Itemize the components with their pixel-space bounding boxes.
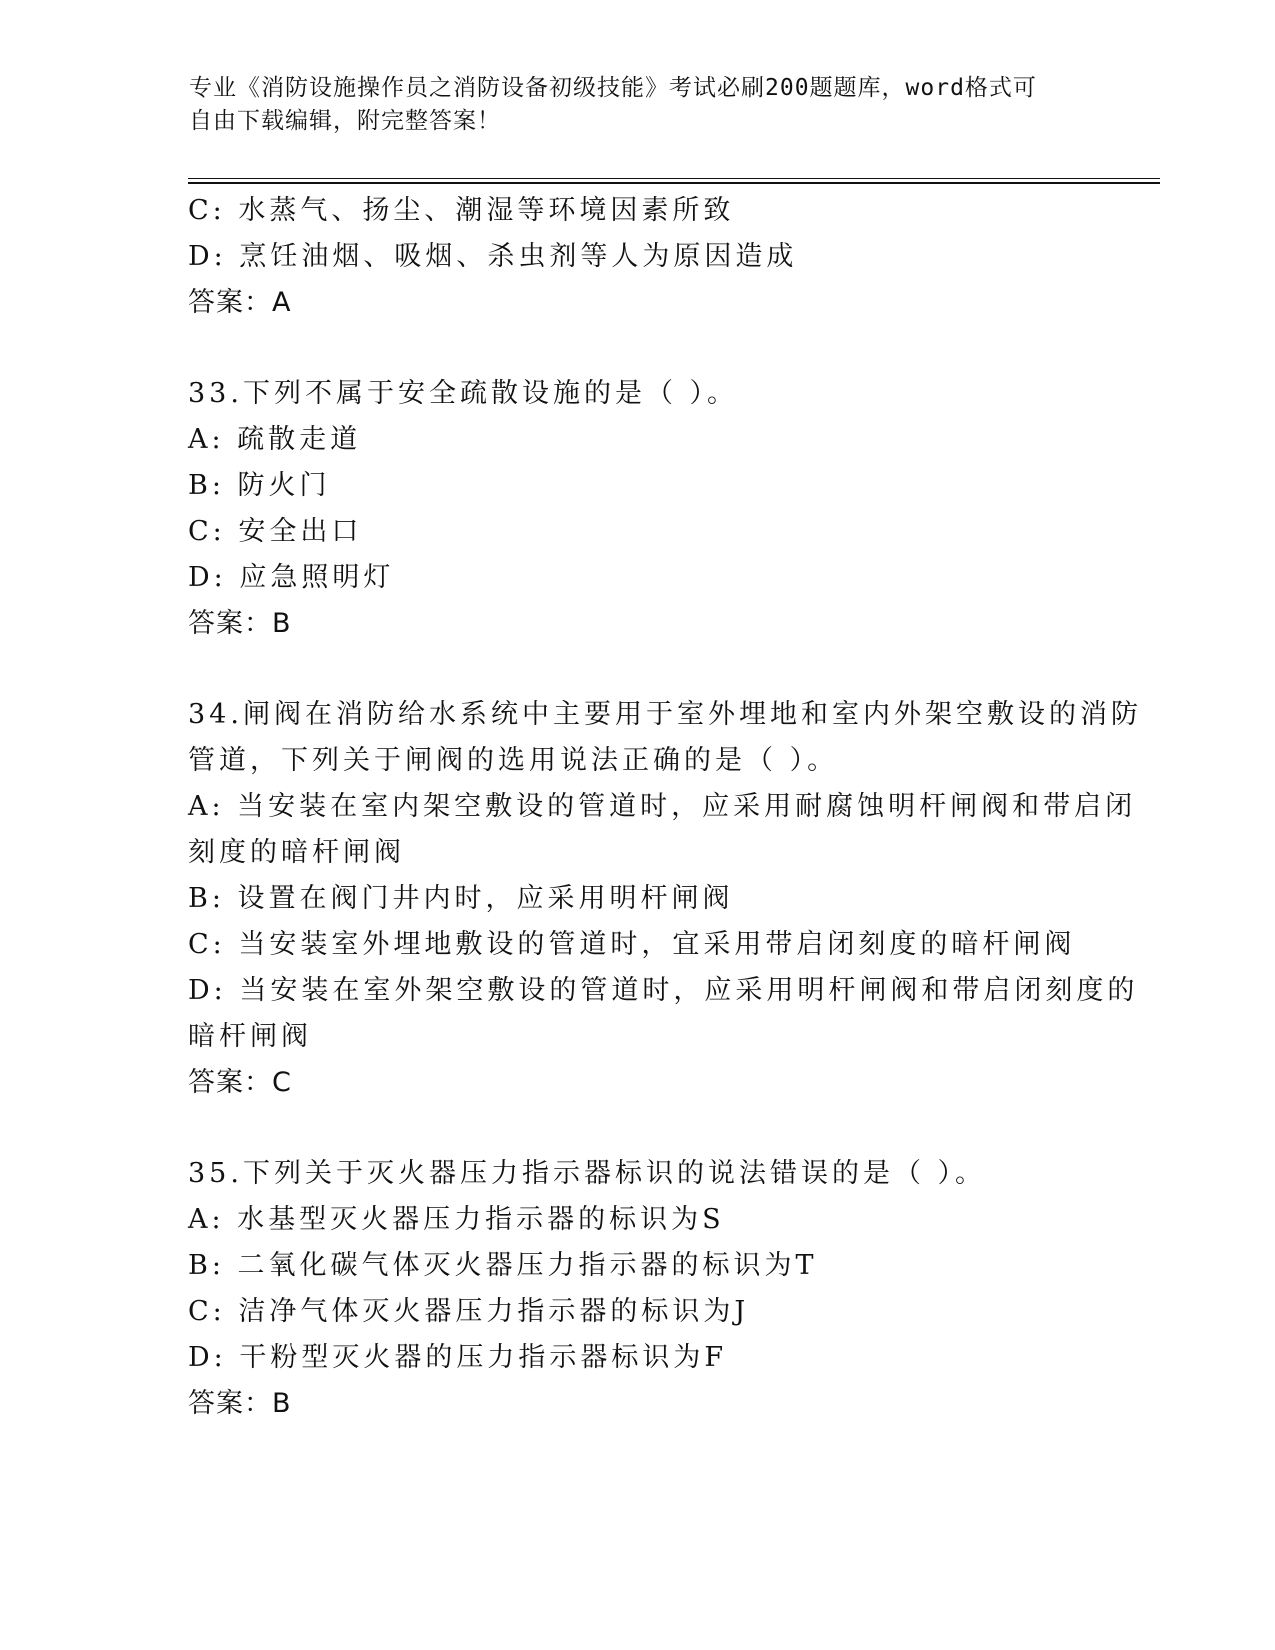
- question-stem-line-2: 管道，下列关于闸阀的选用说法正确的是（ ）。: [188, 745, 839, 776]
- question-35: [188, 1151, 1088, 1427]
- option-a: A: 疏散走道: [188, 424, 362, 455]
- option-d-line-1: D: 当安装在室外架空敷设的管道时，应采用明杆闸阀和带启闭刻度的: [188, 975, 1139, 1006]
- question-stem: 33.下列不属于安全疏散设施的是（ ）。: [188, 378, 739, 409]
- document-header: [189, 72, 1079, 138]
- option-c: C: 当安装室外埋地敷设的管道时，宜采用带启闭刻度的暗杆闸阀: [188, 929, 1076, 960]
- option-b: B: 二氧化碳气体灭火器压力指示器的标识为T: [188, 1250, 818, 1281]
- option-d: D: 烹饪油烟、吸烟、杀虫剂等人为原因造成: [188, 241, 798, 272]
- question-stem: 35.下列关于灭火器压力指示器标识的说法错误的是（ ）。: [188, 1158, 987, 1189]
- question-34: [188, 692, 1142, 1106]
- question-list: [188, 188, 1142, 1427]
- spacer: [188, 647, 1088, 692]
- option-a: A: 水基型灭火器压力指示器的标识为S: [188, 1204, 725, 1235]
- question-32-tail: [188, 188, 1088, 326]
- option-d: D: 应急照明灯: [188, 562, 395, 593]
- option-b: B: 设置在阀门井内时，应采用明杆闸阀: [188, 883, 734, 914]
- option-c: C: 洁净气体灭火器压力指示器的标识为J: [188, 1296, 750, 1327]
- option-a-line-2: 刻度的暗杆闸阀: [188, 837, 405, 868]
- answer: 答案：A: [188, 287, 292, 318]
- option-d-line-2: 暗杆闸阀: [188, 1021, 312, 1052]
- option-b: B: 防火门: [188, 470, 331, 501]
- answer: 答案：C: [188, 1067, 292, 1098]
- answer: 答案：B: [188, 1388, 292, 1419]
- header-title-line-1: 专业《消防设施操作员之消防设备初级技能》考试必刷200题题库，word格式可: [189, 75, 1037, 101]
- option-d: D: 干粉型灭火器的压力指示器标识为F: [188, 1342, 728, 1373]
- answer: 答案：B: [188, 608, 292, 639]
- option-c: C: 安全出口: [188, 516, 363, 547]
- header-title-line-2: 自由下载编辑，附完整答案！: [189, 108, 501, 134]
- question-stem-line-1: 34.闸阀在消防给水系统中主要用于室外埋地和室内外架空敷设的消防: [188, 699, 1142, 730]
- option-a-line-1: A: 当安装在室内架空敷设的管道时，应采用耐腐蚀明杆闸阀和带启闭: [188, 791, 1137, 822]
- spacer: [188, 326, 1088, 371]
- question-33: [188, 371, 1088, 647]
- header-rule-thin: [188, 178, 1160, 179]
- header-rule-thick: [188, 182, 1160, 184]
- option-c: C: 水蒸气、扬尘、潮湿等环境因素所致: [188, 195, 735, 226]
- spacer: [188, 1106, 1088, 1151]
